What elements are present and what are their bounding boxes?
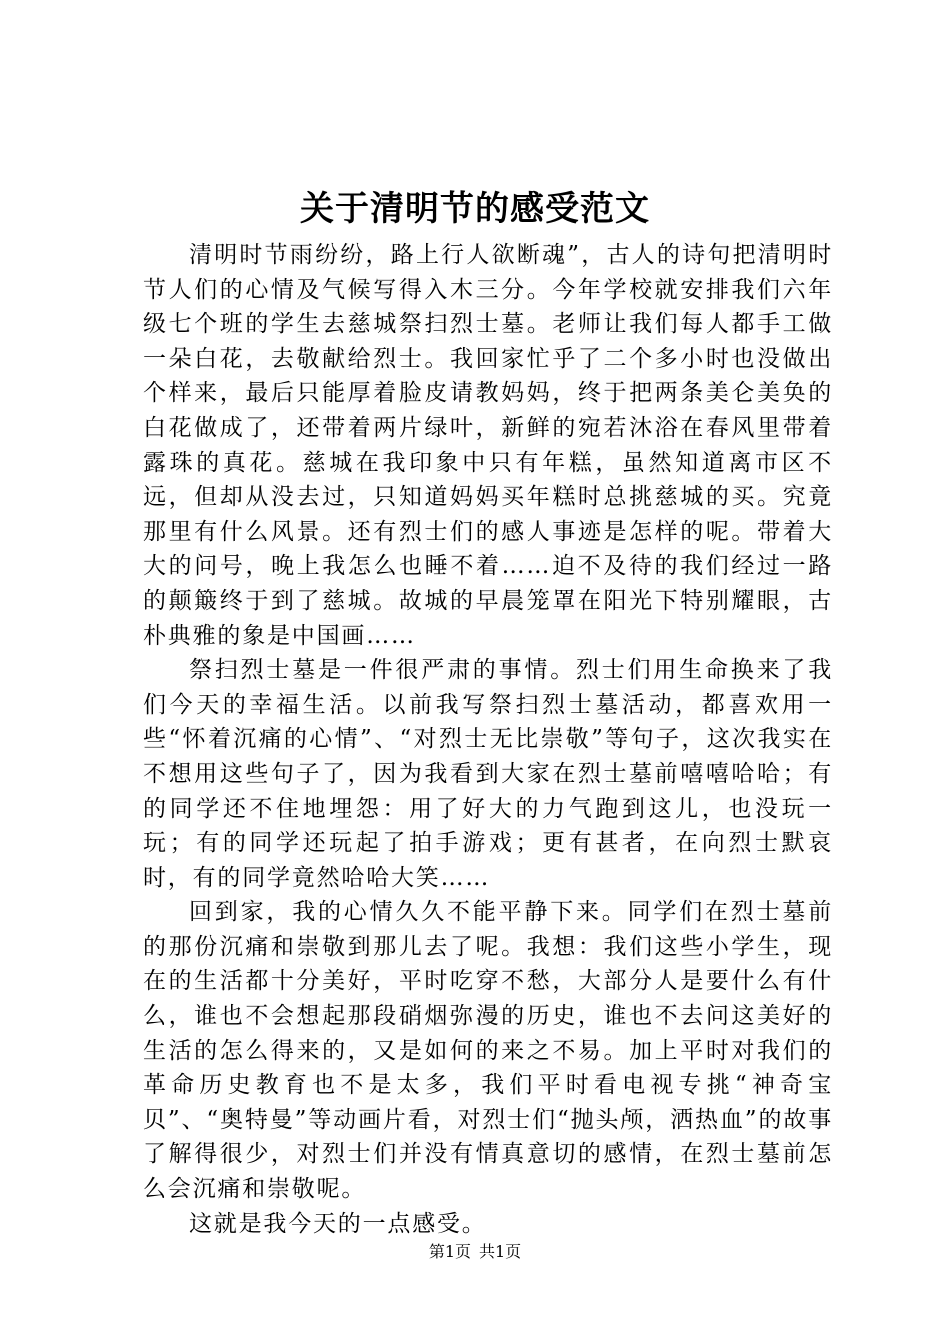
article-body (143, 238, 833, 1241)
paragraph-1: 清明时节雨纷纷，路上行人欲断魂”，古人的诗句把清明时节人们的心情及气候写得入木三分。今年学校就安排我们六年级七个班的学生去慈城祭扫烈士墓。老师让我们每人都手工做一朵白花，去敬献给烈士。我回家忙乎了二个多小时也没做出个样来，最后只能厚着脸皮请教妈妈，终于把两条美仑美奂的白花做成了，还带着两片绿叶，新鲜的宛若沐浴在春风里带着露珠的真花。慈城在我印象中只有年糕，虽然知道离市区不远，但却从没去过，只知道妈妈买年糕时总挑慈城的买。究竟那里有什么风景。还有烈士们的感人事迹是怎样的呢。带着大大的问号，晚上我怎么也睡不着……迫不及待的我们经过一路的颠簸终于到了慈城。故城的早晨笼罩在阳光下特别耀眼，古朴典雅的象是中国画…… (143, 242, 833, 649)
page-footer (0, 1241, 950, 1263)
page-number: 第1页 (428, 1242, 471, 1261)
page-title: 关于清明节的感受范文 (300, 189, 650, 229)
paragraph-4: 这就是我今天的一点感受。 (189, 1210, 487, 1237)
paragraph-2: 祭扫烈士墓是一件很严肃的事情。烈士们用生命换来了我们今天的幸福生活。以前我写祭扫烈士墓活动，都喜欢用一些“怀着沉痛的心情”、“对烈士无比崇敬”等句子，这次我实在不想用这些句子了，因为我看到大家在烈士墓前嘻嘻哈哈；有的同学还不住地埋怨：用了好大的力气跑到这儿，也没玩一玩；有的同学还玩起了拍手游戏；更有甚者，在向烈士默哀时，有的同学竟然哈哈大笑…… (143, 657, 833, 891)
page-total: 共1页 (479, 1242, 522, 1261)
paragraph-3: 回到家，我的心情久久不能平静下来。同学们在烈士墓前的那份沉痛和崇敬到那儿去了呢。我想：我们这些小学生，现在的生活都十分美好，平时吃穿不愁，大部分人是要什么有什么，谁也不会想起那段硝烟弥漫的历史，谁也不去问这美好的生活的怎么得来的，又是如何的来之不易。加上平时对我们的革命历史教育也不是太多，我们平时看电视专挑“神奇宝贝”、“奥特曼”等动画片看，对烈士们“抛头颅，洒热血”的故事了解得很少，对烈士们并没有情真意切的感情，在烈士墓前怎么会沉痛和崇敬呢。 (143, 899, 833, 1203)
